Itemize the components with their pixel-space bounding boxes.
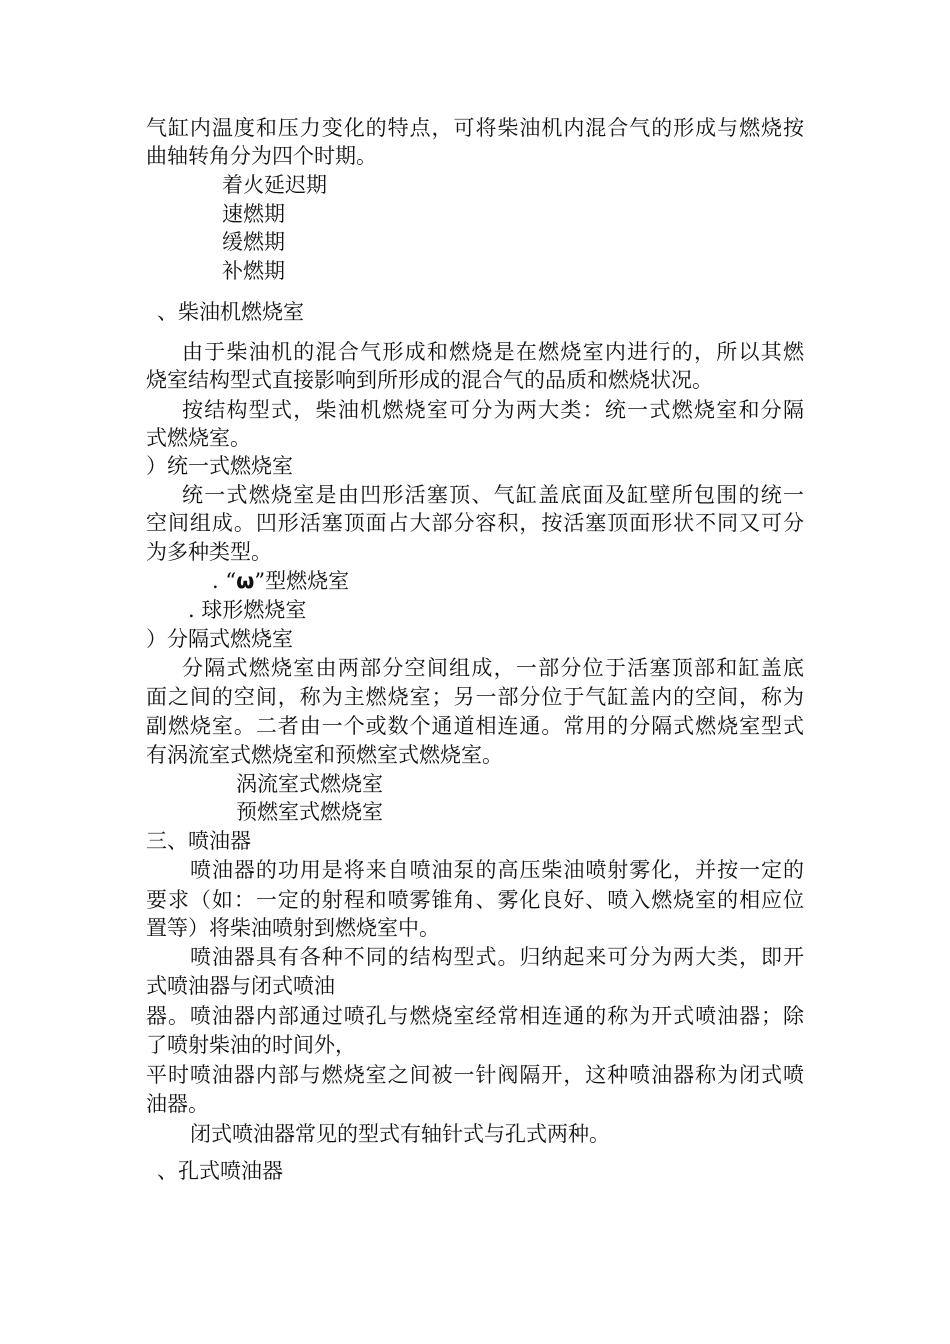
paragraph-line: 统一式燃烧室是由凹形活塞顶、气缸盖底面及缸壁所包围的统一 [182,483,804,507]
paragraph-line: 分隔式燃烧室由两部分空间组成，一部分位于活塞顶部和缸盖底 [182,656,804,680]
paragraph-line: 式喷油器与闭式喷油 [146,974,335,998]
subsection-heading: ）分隔式燃烧室 [146,627,293,651]
paragraph-line: 为多种类型。 [146,540,272,564]
paragraph-line: 喷油器的功用是将来自喷油泵的高压柴油喷射雾化，并按一定的 [190,858,804,882]
paragraph-line: 由于柴油机的混合气形成和燃烧是在燃烧室内进行的，所以其燃 [182,340,804,364]
paragraph-line: 有涡流室式燃烧室和预燃室式燃烧室。 [146,743,503,767]
subsection-heading: 、孔式喷油器 [157,1159,283,1183]
subsection-heading: ）统一式燃烧室 [146,454,293,478]
paragraph-line: 油器。 [146,1092,209,1116]
chamber-type-spherical: . 球形燃烧室 [188,598,307,622]
intro-line: 曲轴转角分为四个时期。 [146,144,377,168]
intro-line: 气缸内温度和压力变化的特点，可将柴油机内混合气的形成与燃烧按 [146,116,804,140]
period-item: 着火延迟期 [222,173,327,197]
paragraph-line: 闭式喷油器常见的型式有轴针式与孔式两种。 [190,1122,610,1146]
paragraph-line: 面之间的空间，称为主燃烧室；另一部分位于气缸盖内的空间，称为 [146,685,804,709]
period-item: 速燃期 [222,202,285,226]
paragraph-line: 烧室结构型式直接影响到所形成的混合气的品质和燃烧状况。 [146,368,713,392]
type-prefix: . “ [212,569,237,593]
section-heading: 、柴油机燃烧室 [157,300,304,324]
paragraph-line: 按结构型式，柴油机燃烧室可分为两大类：统一式燃烧室和分隔 [182,398,804,422]
period-item: 缓燃期 [222,230,285,254]
paragraph-line: 喷油器具有各种不同的结构型式。归纳起来可分为两大类，即开 [190,945,804,969]
paragraph-line: 副燃烧室。二者由一个或数个通道相连通。常用的分隔式燃烧室型式 [146,714,804,738]
paragraph-line: 要求（如：一定的射程和喷雾锥角、雾化良好、喷入燃烧室的相应位 [146,888,804,912]
paragraph-line: 置等）将柴油喷射到燃烧室中。 [146,916,440,940]
omega-symbol: ω [236,569,255,593]
paragraph-line: 空间组成。凹形活塞顶面占大部分容积，按活塞顶面形状不同又可分 [146,511,804,535]
paragraph-line: 器。喷油器内部通过喷孔与燃烧室经常相连通的称为开式喷油器；除 [146,1004,804,1028]
chamber-type-swirl: 涡流室式燃烧室 [236,772,383,796]
section-heading: 三、喷油器 [146,829,251,853]
period-item: 补燃期 [222,259,285,283]
paragraph-line: 了喷射柴油的时间外， [146,1033,356,1057]
paragraph-line: 式燃烧室。 [146,426,251,450]
chamber-type-omega [212,567,349,595]
type-suffix: ”型燃烧室 [254,569,350,593]
chamber-type-precombustion: 预燃室式燃烧室 [236,800,383,824]
paragraph-line: 平时喷油器内部与燃烧室之间被一针阀隔开，这种喷油器称为闭式喷 [146,1063,804,1087]
